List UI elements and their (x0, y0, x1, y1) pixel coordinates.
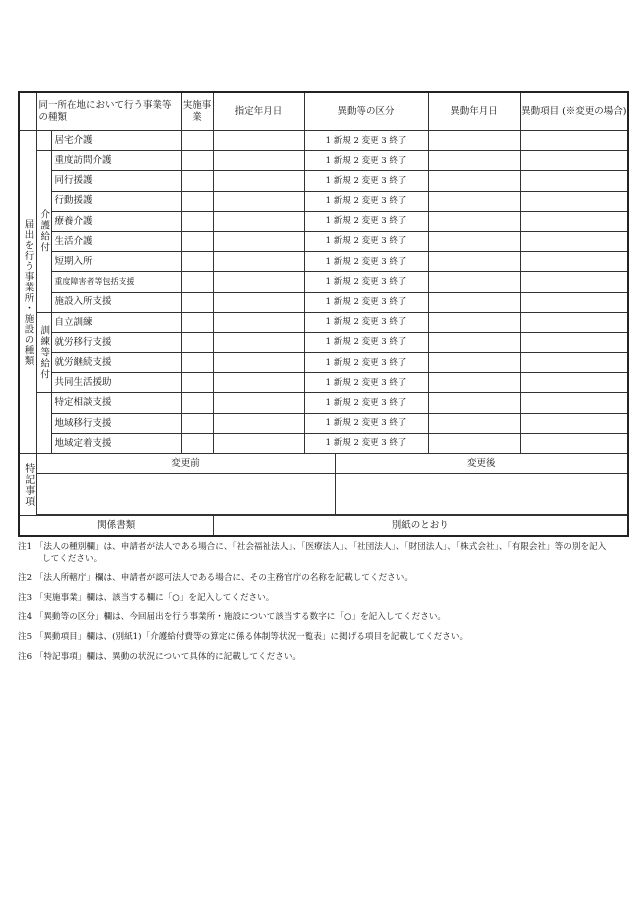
change-date-cell[interactable] (428, 131, 520, 151)
special-after-field[interactable] (335, 474, 628, 515)
service-row (19, 373, 628, 393)
change-date-cell[interactable] (428, 211, 520, 231)
implemented-cell[interactable] (181, 433, 213, 453)
header-designated-date: 指定年月日 (213, 92, 304, 131)
implemented-cell[interactable] (181, 353, 213, 373)
change-type-options[interactable]: 1 新規 2 変更 3 終了 (304, 312, 428, 332)
designated-date-cell[interactable] (213, 373, 304, 393)
service-name: 療養介護 (51, 211, 181, 231)
change-item-cell[interactable] (520, 252, 628, 272)
service-name: 居宅介護 (51, 131, 181, 151)
change-date-cell[interactable] (428, 151, 520, 171)
implemented-cell[interactable] (181, 191, 213, 211)
group-blank (36, 131, 51, 151)
service-row (19, 211, 628, 231)
service-row (19, 171, 628, 191)
change-type-options[interactable]: 1 新規 2 変更 3 終了 (304, 131, 428, 151)
related-docs-value: 別紙のとおり (213, 516, 628, 537)
change-item-cell[interactable] (520, 191, 628, 211)
change-item-cell[interactable] (520, 231, 628, 251)
implemented-cell[interactable] (181, 393, 213, 413)
facility-type-label: 届出を行う事業所・施設の種類 (19, 131, 36, 454)
change-type-options[interactable]: 1 新規 2 変更 3 終了 (304, 292, 428, 312)
change-item-cell[interactable] (520, 272, 628, 292)
designated-date-cell[interactable] (213, 131, 304, 151)
change-date-cell[interactable] (428, 393, 520, 413)
change-item-cell[interactable] (520, 151, 628, 171)
designated-date-cell[interactable] (213, 211, 304, 231)
designated-date-cell[interactable] (213, 292, 304, 312)
service-name: 就労継続支援 (51, 353, 181, 373)
service-row (19, 353, 628, 373)
header-implemented: 実施事業 (181, 92, 213, 131)
service-name: 就労移行支援 (51, 332, 181, 352)
note-2: 注2 「法人所轄庁」欄は、申請者が認可法人である場合に、その主務官庁の名称を記載してください。 (18, 573, 413, 584)
notification-table (18, 91, 629, 537)
special-before-header: 変更前 (36, 454, 335, 474)
note-6: 注6 「特記事項」欄は、異動の状況について具体的に記載してください。 (18, 651, 302, 662)
implemented-cell[interactable] (181, 231, 213, 251)
change-type-options[interactable]: 1 新規 2 変更 3 終了 (304, 191, 428, 211)
service-row (19, 393, 628, 413)
implemented-cell[interactable] (181, 151, 213, 171)
group-blank (36, 393, 51, 454)
note-5: 注5 「異動項目」欄は、(別紙1)「介護給付費等の算定に係る体制等状況一覧表」に掲げる項目を記載してください。 (18, 631, 469, 642)
change-type-options[interactable]: 1 新規 2 変更 3 終了 (304, 373, 428, 393)
change-item-cell[interactable] (520, 292, 628, 312)
service-name: 地域移行支援 (51, 413, 181, 433)
service-row (19, 433, 628, 453)
service-name: 地域定着支援 (51, 433, 181, 453)
change-date-cell[interactable] (428, 353, 520, 373)
change-date-cell[interactable] (428, 312, 520, 332)
designated-date-cell[interactable] (213, 151, 304, 171)
designated-date-cell[interactable] (213, 413, 304, 433)
group-training-label: 訓練等給付 (36, 312, 51, 393)
service-row (19, 191, 628, 211)
change-date-cell[interactable] (428, 433, 520, 453)
change-item-cell[interactable] (520, 373, 628, 393)
change-type-options[interactable]: 1 新規 2 変更 3 終了 (304, 171, 428, 191)
related-docs-label: 関係書類 (19, 516, 213, 537)
change-type-options[interactable]: 1 新規 2 変更 3 終了 (304, 393, 428, 413)
change-date-cell[interactable] (428, 231, 520, 251)
change-type-options[interactable]: 1 新規 2 変更 3 終了 (304, 252, 428, 272)
service-row (19, 332, 628, 352)
designated-date-cell[interactable] (213, 252, 304, 272)
note-3: 注3 「実施事業」欄は、該当する欄に「○」を記入してください。 (18, 592, 275, 603)
header-change-type: 異動等の区分 (304, 92, 428, 131)
designated-date-cell[interactable] (213, 312, 304, 332)
special-before-field[interactable] (36, 474, 335, 515)
service-row (19, 131, 628, 151)
service-row (19, 413, 628, 433)
header-change-date: 異動年月日 (428, 92, 520, 131)
designated-date-cell[interactable] (213, 433, 304, 453)
implemented-cell[interactable] (181, 272, 213, 292)
change-item-cell[interactable] (520, 332, 628, 352)
service-name: 共同生活援助 (51, 373, 181, 393)
change-type-options[interactable]: 1 新規 2 変更 3 終了 (304, 353, 428, 373)
implemented-cell[interactable] (181, 332, 213, 352)
designated-date-cell[interactable] (213, 231, 304, 251)
change-item-cell[interactable] (520, 312, 628, 332)
corner-cell (19, 92, 36, 131)
service-row (19, 292, 628, 312)
change-item-cell[interactable] (520, 353, 628, 373)
change-date-cell[interactable] (428, 171, 520, 191)
service-row (19, 312, 628, 332)
service-name: 同行援護 (51, 171, 181, 191)
change-item-cell[interactable] (520, 131, 628, 151)
service-name: 短期入所 (51, 252, 181, 272)
change-date-cell[interactable] (428, 191, 520, 211)
service-row (19, 151, 628, 171)
change-type-options[interactable]: 1 新規 2 変更 3 終了 (304, 231, 428, 251)
designated-date-cell[interactable] (213, 191, 304, 211)
implemented-cell[interactable] (181, 413, 213, 433)
designated-date-cell[interactable] (213, 332, 304, 352)
service-name: 特定相談支援 (51, 393, 181, 413)
service-rows (19, 131, 628, 454)
implemented-cell[interactable] (181, 211, 213, 231)
special-after-header: 変更後 (335, 454, 628, 474)
change-type-options[interactable]: 1 新規 2 変更 3 終了 (304, 151, 428, 171)
change-type-options[interactable]: 1 新規 2 変更 3 終了 (304, 211, 428, 231)
change-item-cell[interactable] (520, 413, 628, 433)
notes-section (18, 542, 614, 671)
service-row (19, 272, 628, 292)
change-date-cell[interactable] (428, 332, 520, 352)
change-type-options[interactable]: 1 新規 2 変更 3 終了 (304, 413, 428, 433)
change-date-cell[interactable] (428, 413, 520, 433)
note-1: 注1 「法人の種別欄」は、申請者が法人である場合に、「社会福祉法人」、「医療法人」、「社団法人」、「財団法人」、「株式会社」、「有限会社」等の別を記入してください。 (18, 542, 607, 564)
designated-date-cell[interactable] (213, 393, 304, 413)
service-name: 生活介護 (51, 231, 181, 251)
implemented-cell[interactable] (181, 312, 213, 332)
change-date-cell[interactable] (428, 373, 520, 393)
implemented-cell[interactable] (181, 373, 213, 393)
service-name: 重度訪問介護 (51, 151, 181, 171)
designated-date-cell[interactable] (213, 272, 304, 292)
change-date-cell[interactable] (428, 272, 520, 292)
header-change-item: 異動項目 (※変更の場合) (520, 92, 628, 131)
service-name: 行動援護 (51, 191, 181, 211)
group-care-label: 介護給付 (36, 151, 51, 313)
change-type-options[interactable]: 1 新規 2 変更 3 終了 (304, 332, 428, 352)
service-row (19, 231, 628, 251)
implemented-cell[interactable] (181, 252, 213, 272)
designated-date-cell[interactable] (213, 171, 304, 191)
implemented-cell[interactable] (181, 292, 213, 312)
change-type-options[interactable]: 1 新規 2 変更 3 終了 (304, 433, 428, 453)
change-date-cell[interactable] (428, 292, 520, 312)
service-name: 自立訓練 (51, 312, 181, 332)
designated-date-cell[interactable] (213, 353, 304, 373)
change-type-options[interactable]: 1 新規 2 変更 3 終了 (304, 272, 428, 292)
service-name: 重度障害者等包括支援 (51, 272, 181, 292)
special-notes-label: 特記事項 (19, 454, 36, 516)
change-item-cell[interactable] (520, 433, 628, 453)
note-4: 注4 「異動等の区分」欄は、今回届出を行う事業所・施設について該当する数字に「○」を記入してください。 (18, 612, 447, 623)
implemented-cell[interactable] (181, 131, 213, 151)
change-item-cell[interactable] (520, 211, 628, 231)
change-item-cell[interactable] (520, 393, 628, 413)
header-same-location: 同一所在地において行う事業等の種類 (36, 92, 181, 131)
change-date-cell[interactable] (428, 252, 520, 272)
service-row (19, 252, 628, 272)
service-name: 施設入所支援 (51, 292, 181, 312)
change-item-cell[interactable] (520, 171, 628, 191)
implemented-cell[interactable] (181, 171, 213, 191)
